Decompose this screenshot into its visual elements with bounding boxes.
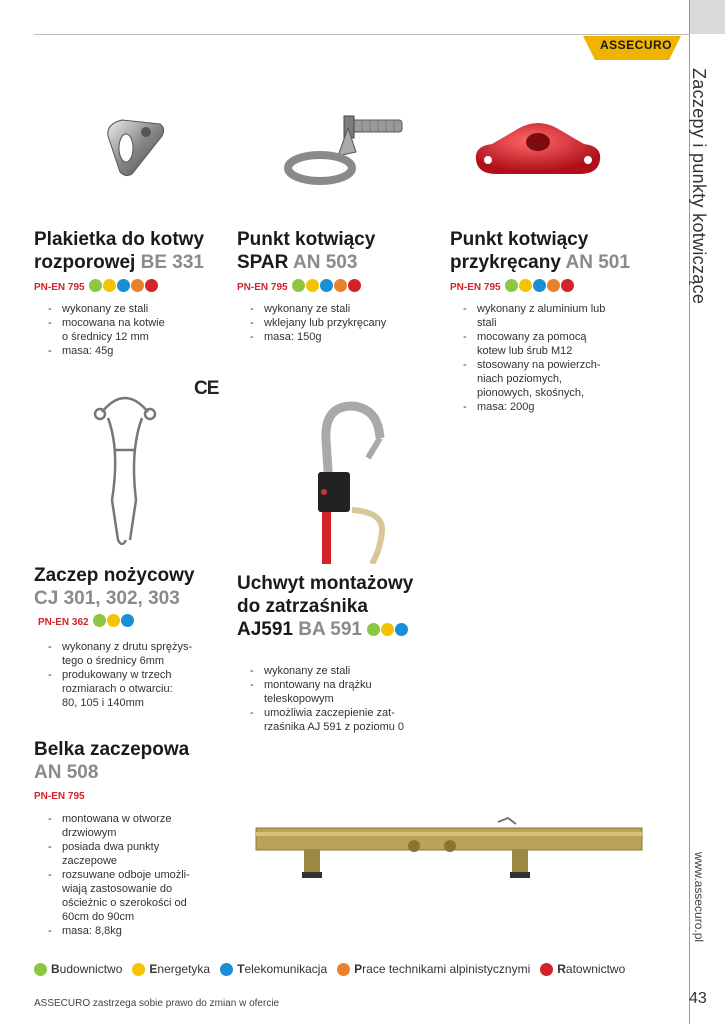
orange-dot: [334, 279, 347, 292]
product-aj591: [237, 572, 447, 641]
product-title: Punkt kotwiący przykręcany AN 501: [450, 229, 630, 273]
usage-dots: [505, 277, 575, 294]
feature-item: - masa: 150g: [250, 330, 440, 344]
green-dot: [367, 623, 380, 636]
page-number: 43: [689, 990, 707, 1007]
product-an508: [34, 738, 224, 804]
blue-dot: [220, 963, 233, 976]
product-an501: [450, 228, 650, 295]
feature-list-aj591: [250, 664, 440, 734]
usage-dots: [292, 277, 362, 294]
feature-list-be331: [48, 302, 218, 358]
feature-item: - stosowany na powierzch-: [463, 358, 643, 372]
feature-item: - wykonany ze stali: [250, 302, 440, 316]
green-dot: [292, 279, 305, 292]
feature-item: 80, 105 i 140mm: [62, 697, 144, 709]
legend-item: B udownictwo: [34, 962, 122, 976]
feature-item: rozmiarach o otwarciu:: [62, 683, 173, 695]
yellow-dot: [103, 279, 116, 292]
feature-item: - wklejany lub przykręcany: [250, 316, 440, 330]
blue-dot: [533, 279, 546, 292]
product-title: Uchwyt montażowy do zatrzaśnika AJ591 BA 591: [237, 573, 414, 640]
sector-legend: [34, 962, 635, 976]
yellow-dot: [519, 279, 532, 292]
screw-anchor-image: [470, 116, 606, 186]
feature-item: - montowana w otworze: [48, 812, 228, 826]
website-url[interactable]: www.assecuro.pl: [692, 852, 706, 943]
product-an503: [237, 228, 437, 295]
section-title: Zaczepy i punkty kotwiczące: [689, 68, 709, 305]
feature-item: - montowany na drążku: [250, 678, 440, 692]
blue-dot: [320, 279, 333, 292]
yellow-dot: [381, 623, 394, 636]
feature-item: - wykonany z aluminium lub: [463, 302, 643, 316]
legend-item: R atownictwo: [540, 962, 625, 976]
feature-item: pionowych, skośnych,: [477, 387, 584, 399]
product-title: Plakietka do kotwy rozporowej BE 331: [34, 229, 205, 273]
door-beam-image: [254, 814, 644, 880]
standard-label: PN-EN 795: [34, 282, 85, 293]
product-be331: [34, 228, 224, 295]
usage-dots: [367, 619, 409, 640]
red-dot: [348, 279, 361, 292]
green-dot: [93, 614, 106, 627]
blue-dot: [117, 279, 130, 292]
product-title: Punkt kotwiący SPAR AN 503: [237, 229, 376, 273]
feature-item: - produkowany w trzech: [48, 668, 228, 682]
standard-label: PN-EN 362: [38, 617, 89, 628]
feature-list-an501: [463, 302, 643, 414]
yellow-dot: [132, 963, 145, 976]
logo-text: ASSECURO: [600, 38, 673, 52]
feature-item: - masa: 8,8kg: [48, 924, 228, 938]
ce-mark: CE: [194, 378, 219, 399]
standard-label: PN-EN 795: [237, 282, 288, 293]
feature-item: - masa: 45g: [48, 344, 218, 358]
green-dot: [34, 963, 47, 976]
feature-item: o średnicy 12 mm: [62, 331, 149, 343]
feature-item: - wykonany ze stali: [48, 302, 218, 316]
feature-item: 60cm do 90cm: [62, 911, 135, 923]
green-dot: [89, 279, 102, 292]
feature-list-cj301: [48, 640, 228, 710]
legend-item: T elekomunikacja: [220, 962, 327, 976]
feature-item: - rozsuwane odboje umożli-: [48, 868, 228, 882]
feature-item: wiają zastosowanie do: [62, 883, 173, 895]
scissor-hook-image: [90, 390, 160, 550]
plate-anchor-image: [102, 116, 168, 178]
feature-item: - mocowany za pomocą: [463, 330, 643, 344]
feature-item: - wykonany ze stali: [250, 664, 440, 678]
mounting-holder-image: [294, 400, 394, 564]
feature-item: - posiada dwa punkty: [48, 840, 228, 854]
orange-dot: [131, 279, 144, 292]
green-dot: [505, 279, 518, 292]
feature-item: ościeżnic o szerokości od: [62, 897, 187, 909]
feature-item: drzwiowym: [62, 827, 117, 839]
yellow-dot: [107, 614, 120, 627]
orange-dot: [547, 279, 560, 292]
feature-item: - wykonany z drutu sprężys-: [48, 640, 228, 654]
feature-item: - mocowana na kotwie: [48, 316, 218, 330]
product-title: Zaczep nożycowy CJ 301, 302, 303: [34, 565, 195, 609]
blue-dot: [121, 614, 134, 627]
feature-item: tego o średnicy 6mm: [62, 655, 165, 667]
feature-item: zaczepowe: [62, 855, 118, 867]
standard-label: PN-EN 795: [450, 282, 501, 293]
spar-anchor-image: [282, 112, 408, 194]
legend-item: P race technikami alpinistycznymi: [337, 962, 530, 976]
yellow-dot: [306, 279, 319, 292]
feature-list-an508: [48, 812, 228, 938]
feature-item: teleskopowym: [264, 693, 334, 705]
feature-item: rzaśnika AJ 591 z poziomu 0: [264, 721, 405, 733]
feature-item: - umożliwia zaczepienie zat-: [250, 706, 440, 720]
usage-dots: [89, 277, 159, 294]
orange-dot: [337, 963, 350, 976]
red-dot: [540, 963, 553, 976]
feature-list-an503: [250, 302, 440, 344]
feature-item: niach poziomych,: [477, 373, 562, 385]
usage-dots: [93, 612, 135, 629]
feature-item: kotew lub śrub M12: [477, 345, 573, 357]
red-dot: [561, 279, 574, 292]
standard-label: PN-EN 795: [34, 791, 85, 802]
footer-disclaimer: ASSECURO zastrzega sobie prawo do zmian w ofercie: [34, 998, 280, 1009]
red-dot: [145, 279, 158, 292]
legend-item: E nergetyka: [132, 962, 210, 976]
feature-item: - masa: 200g: [463, 400, 643, 414]
product-title: Belka zaczepowa AN 508: [34, 739, 190, 783]
blue-dot: [395, 623, 408, 636]
feature-item: stali: [477, 317, 497, 329]
product-cj301: [34, 564, 224, 630]
